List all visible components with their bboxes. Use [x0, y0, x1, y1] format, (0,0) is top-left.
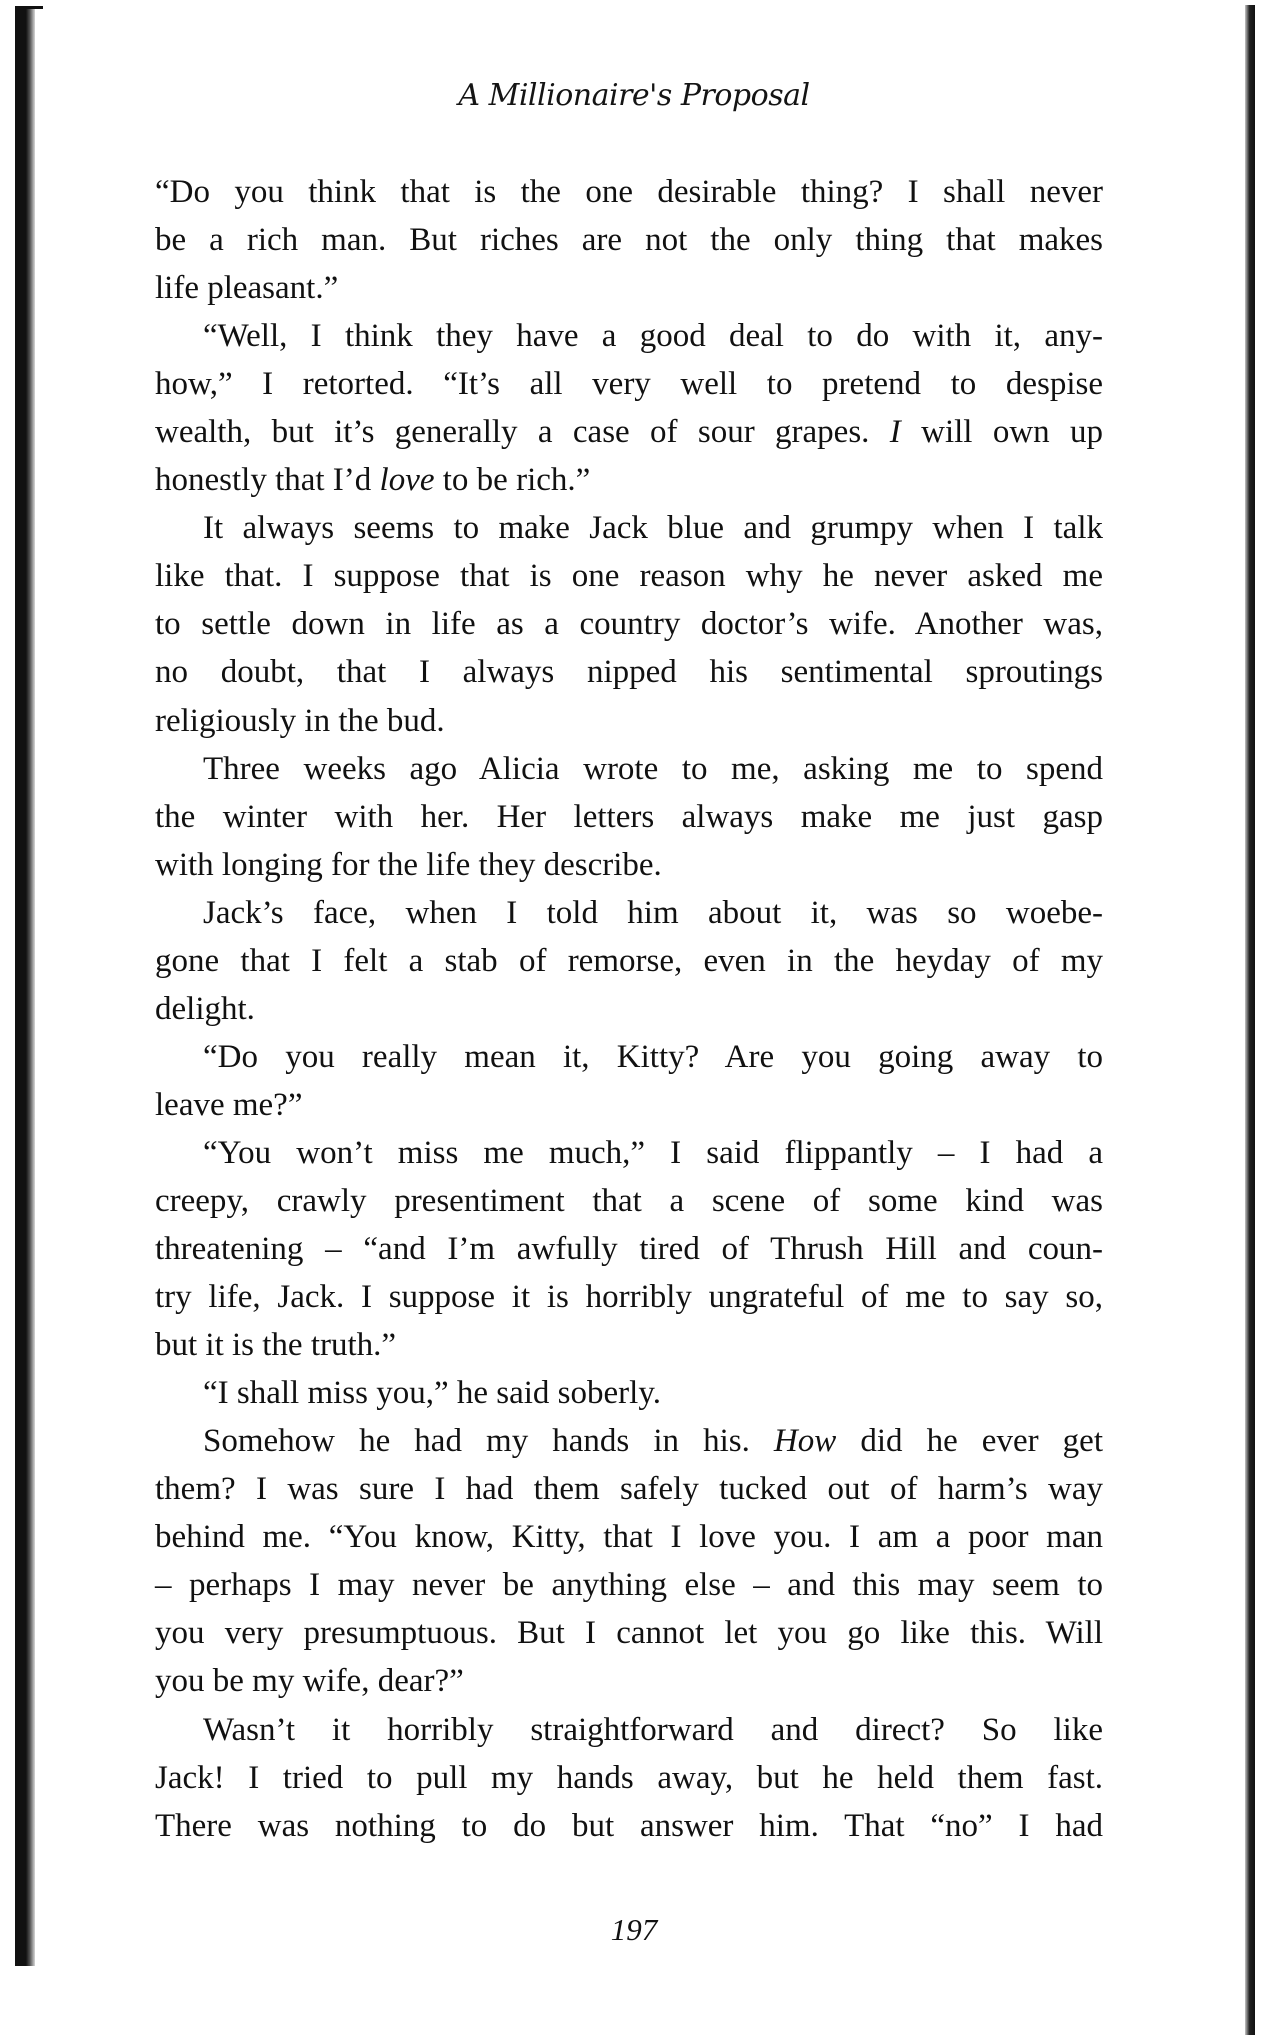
text-line: try life, Jack. I suppose it is horribly ungrateful of me to say so,: [155, 1279, 1103, 1316]
italic-emphasis: How: [773, 1423, 837, 1460]
text-line: you be my wife, dear?”: [155, 1663, 464, 1700]
text-run: did he ever get: [836, 1423, 1103, 1460]
text-line: Jack’s face, when I told him about it, was so woebe-: [203, 894, 1103, 931]
left-binding-corner: [15, 6, 43, 9]
page-number: 197: [610, 1912, 658, 1947]
text-line: with longing for the life they describe.: [155, 846, 662, 883]
text-line: [155, 408, 1103, 456]
text-line: – perhaps I may never be anything else – and this may seem to: [155, 1567, 1103, 1604]
text-line: be a rich man. But riches are not the only thing that makes: [155, 222, 1103, 259]
text-run: wealth, but it’s generally a case of sour grapes.: [155, 414, 890, 451]
text-line: no doubt, that I always nipped his sentimental sproutings: [155, 654, 1103, 691]
italic-emphasis: I: [889, 414, 901, 451]
text-line: It always seems to make Jack blue and grumpy when I talk: [203, 510, 1103, 547]
text-line: “Do you think that is the one desirable thing? I shall never: [155, 174, 1103, 210]
text-line: threatening – “and I’m awfully tired of Thrush Hill and coun-: [155, 1231, 1103, 1268]
text-line: like that. I suppose that is one reason why he never asked me: [155, 558, 1103, 595]
text-line: [155, 456, 1103, 504]
text-line: the winter with her. Her letters always make me just gasp: [155, 798, 1103, 835]
text-line: Three weeks ago Alicia wrote to me, asking me to spend: [203, 750, 1103, 787]
text-line: delight.: [155, 990, 255, 1027]
text-line: behind me. “You know, Kitty, that I love you. I am a poor man: [155, 1519, 1103, 1556]
text-line: “You won’t miss me much,” I said flippantly – I had a: [203, 1134, 1103, 1171]
text-run: honestly that I’d: [155, 462, 380, 499]
text-run: will own up: [900, 414, 1104, 451]
text-line: them? I was sure I had them safely tucked out of harm’s way: [155, 1471, 1103, 1508]
italic-emphasis: love: [379, 462, 435, 499]
text-line: you very presumptuous. But I cannot let you go like this. Will: [155, 1615, 1103, 1652]
text-line: “Well, I think they have a good deal to do with it, any-: [203, 318, 1103, 355]
right-page-edge-shadow: [1245, 5, 1255, 2035]
text-line: but it is the truth.”: [155, 1327, 397, 1364]
text-line: There was nothing to do but answer him. That “no” I had: [155, 1807, 1103, 1844]
running-head: A Millionaire's Proposal: [458, 78, 810, 113]
text-line: “Do you really mean it, Kitty? Are you going away to: [203, 1038, 1103, 1075]
text-line: Jack! I tried to pull my hands away, but he held them fast.: [155, 1759, 1103, 1796]
text-line: [155, 1417, 1103, 1465]
text-line: creepy, crawly presentiment that a scene of some kind was: [155, 1182, 1103, 1219]
text-line: life pleasant.”: [155, 270, 339, 307]
text-line: gone that I felt a stab of remorse, even in the heyday of my: [155, 942, 1103, 979]
left-binding-shadow: [15, 6, 35, 1966]
text-line: religiously in the bud.: [155, 702, 445, 739]
text-line: how,” I retorted. “It’s all very well to pretend to despise: [155, 366, 1103, 403]
text-run: Somehow he had my hands in his.: [203, 1423, 774, 1460]
text-run: to be rich.”: [434, 462, 591, 499]
body-text: [155, 168, 1103, 1850]
text-line: Wasn’t it horribly straightforward and direct? So like: [203, 1711, 1103, 1748]
text-line: to settle down in life as a country doctor’s wife. Another was,: [155, 606, 1103, 643]
text-line: “I shall miss you,” he said soberly.: [203, 1375, 661, 1412]
text-line: leave me?”: [155, 1086, 303, 1123]
